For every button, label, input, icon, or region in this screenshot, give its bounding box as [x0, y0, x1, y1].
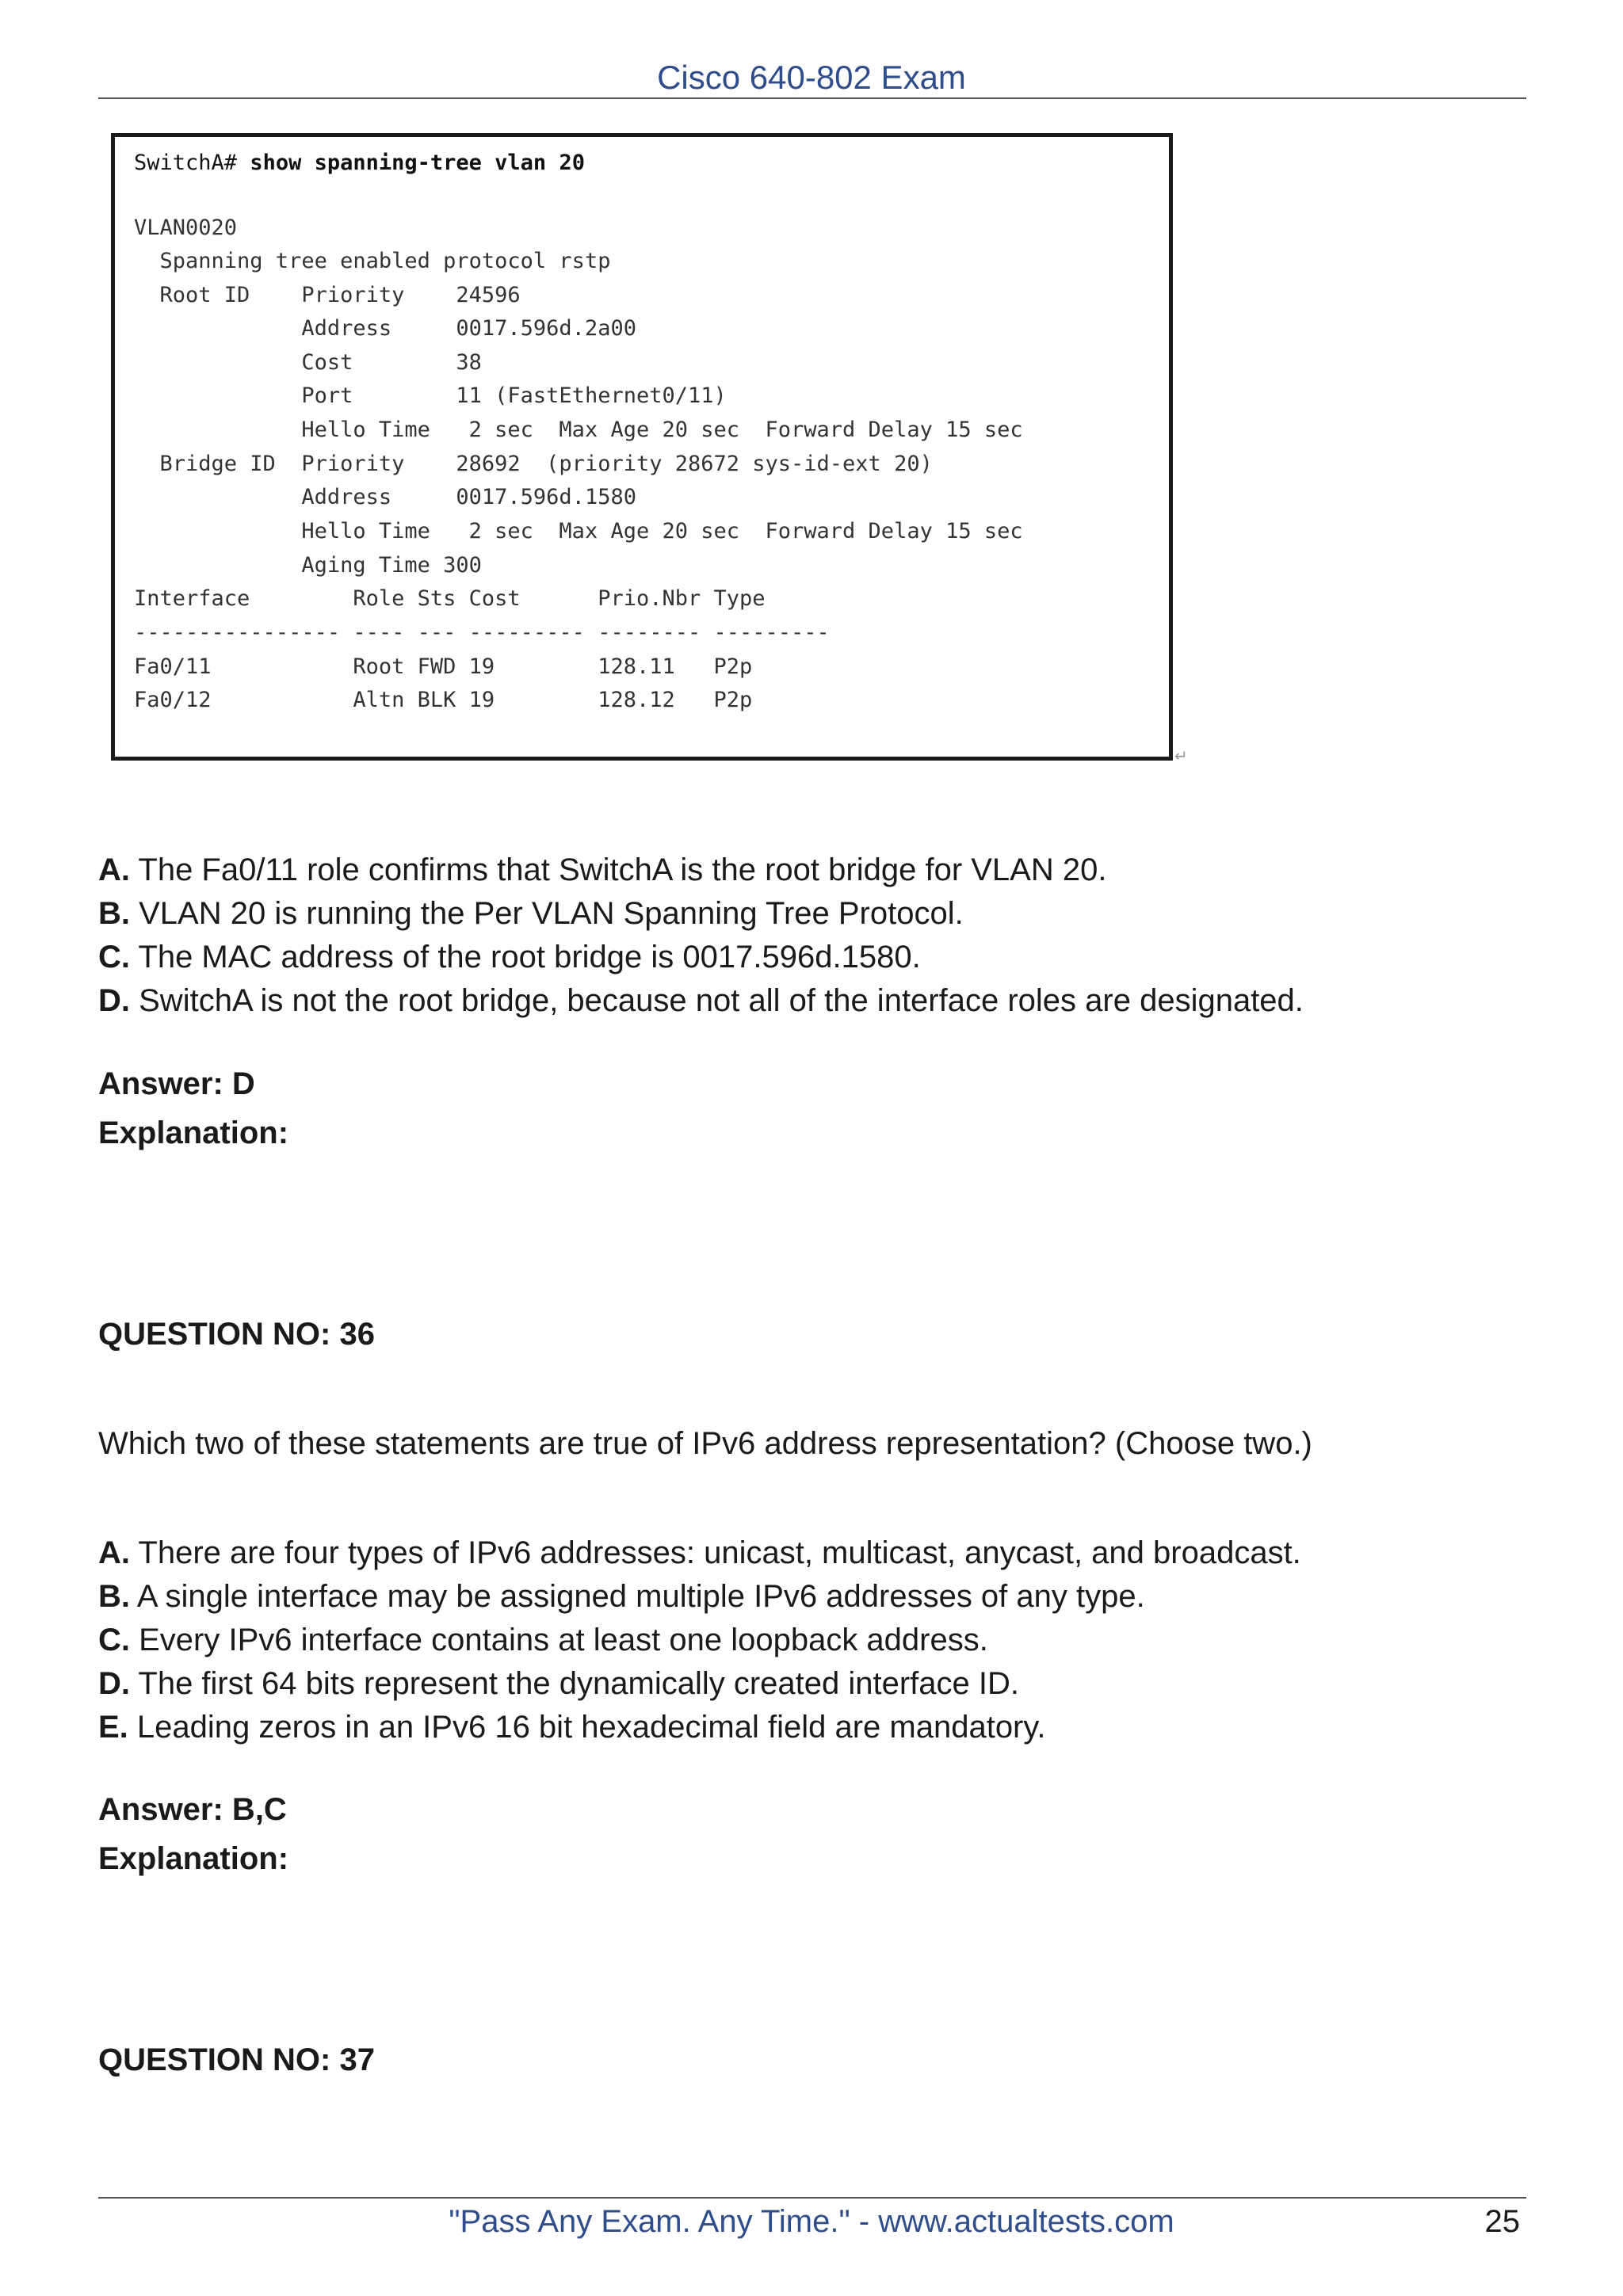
q36-explanation-label: Explanation:	[98, 1841, 289, 1876]
return-arrow-icon: ↵	[1174, 748, 1188, 765]
q36-option-b: B. A single interface may be assigned multiple IPv6 addresses of any type.	[98, 1579, 1145, 1614]
terminal-line: Address 0017.596d.1580	[134, 485, 636, 509]
terminal-prompt: SwitchA#	[134, 151, 250, 175]
terminal-line: Aging Time 300	[134, 553, 482, 578]
q36-heading: QUESTION NO: 36	[98, 1317, 375, 1352]
terminal-command: show spanning-tree vlan 20	[250, 151, 585, 175]
q36-option-e: E. Leading zeros in an IPv6 16 bit hexadecimal field are mandatory.	[98, 1710, 1046, 1745]
footer-tagline: "Pass Any Exam. Any Time." - www.actualtests.com	[449, 2204, 1174, 2239]
terminal-line: Spanning tree enabled protocol rstp	[134, 249, 611, 273]
q35-answer: Answer: D	[98, 1066, 255, 1101]
terminal-line: Port 11 (FastEthernet0/11)	[134, 383, 727, 408]
terminal-line: Hello Time 2 sec Max Age 20 sec Forward Delay 15 sec	[134, 519, 1023, 543]
q35-option-d: D. SwitchA is not the root bridge, because not all of the interface roles are designated.	[98, 983, 1304, 1018]
terminal-command-line	[134, 151, 585, 175]
q35-option-c: C. The MAC address of the root bridge is 0017.596d.1580.	[98, 940, 921, 974]
header-divider	[98, 97, 1526, 99]
q35-explanation-label: Explanation:	[98, 1116, 289, 1150]
q36-option-a: A. There are four types of IPv6 addresses: unicast, multicast, anycast, and broadcast.	[98, 1535, 1301, 1570]
footer-divider	[98, 2197, 1526, 2199]
terminal-line: Fa0/11 Root FWD 19 128.11 P2p	[134, 654, 753, 679]
terminal-line: ---------------- ---- --- --------- -------- ---------	[134, 620, 830, 645]
terminal-line: Address 0017.596d.2a00	[134, 316, 636, 341]
q37-heading: QUESTION NO: 37	[98, 2042, 375, 2077]
terminal-line: Hello Time 2 sec Max Age 20 sec Forward Delay 15 sec	[134, 418, 1023, 442]
terminal-line: Fa0/12 Altn BLK 19 128.12 P2p	[134, 688, 753, 712]
q36-answer: Answer: B,C	[98, 1792, 287, 1827]
page-header-title: Cisco 640-802 Exam	[657, 59, 966, 96]
terminal-line: VLAN0020	[134, 215, 238, 240]
terminal-line: Root ID Priority 24596	[134, 283, 521, 307]
q35-option-b: B. VLAN 20 is running the Per VLAN Spanning Tree Protocol.	[98, 896, 964, 931]
terminal-line: Interface Role Sts Cost Prio.Nbr Type	[134, 586, 766, 611]
q36-question: Which two of these statements are true of IPv6 address representation? (Choose two.)	[98, 1426, 1312, 1461]
q35-option-a: A. The Fa0/11 role confirms that SwitchA is the root bridge for VLAN 20.	[98, 852, 1107, 887]
terminal-output-screenshot	[111, 133, 1173, 761]
q36-option-c: C. Every IPv6 interface contains at least one loopback address.	[98, 1623, 988, 1657]
q36-option-d: D. The first 64 bits represent the dynamically created interface ID.	[98, 1666, 1020, 1701]
terminal-line: Cost 38	[134, 350, 482, 375]
terminal-line: Bridge ID Priority 28692 (priority 28672 sys-id-ext 20)	[134, 452, 933, 476]
page-number: 25	[1484, 2204, 1520, 2239]
